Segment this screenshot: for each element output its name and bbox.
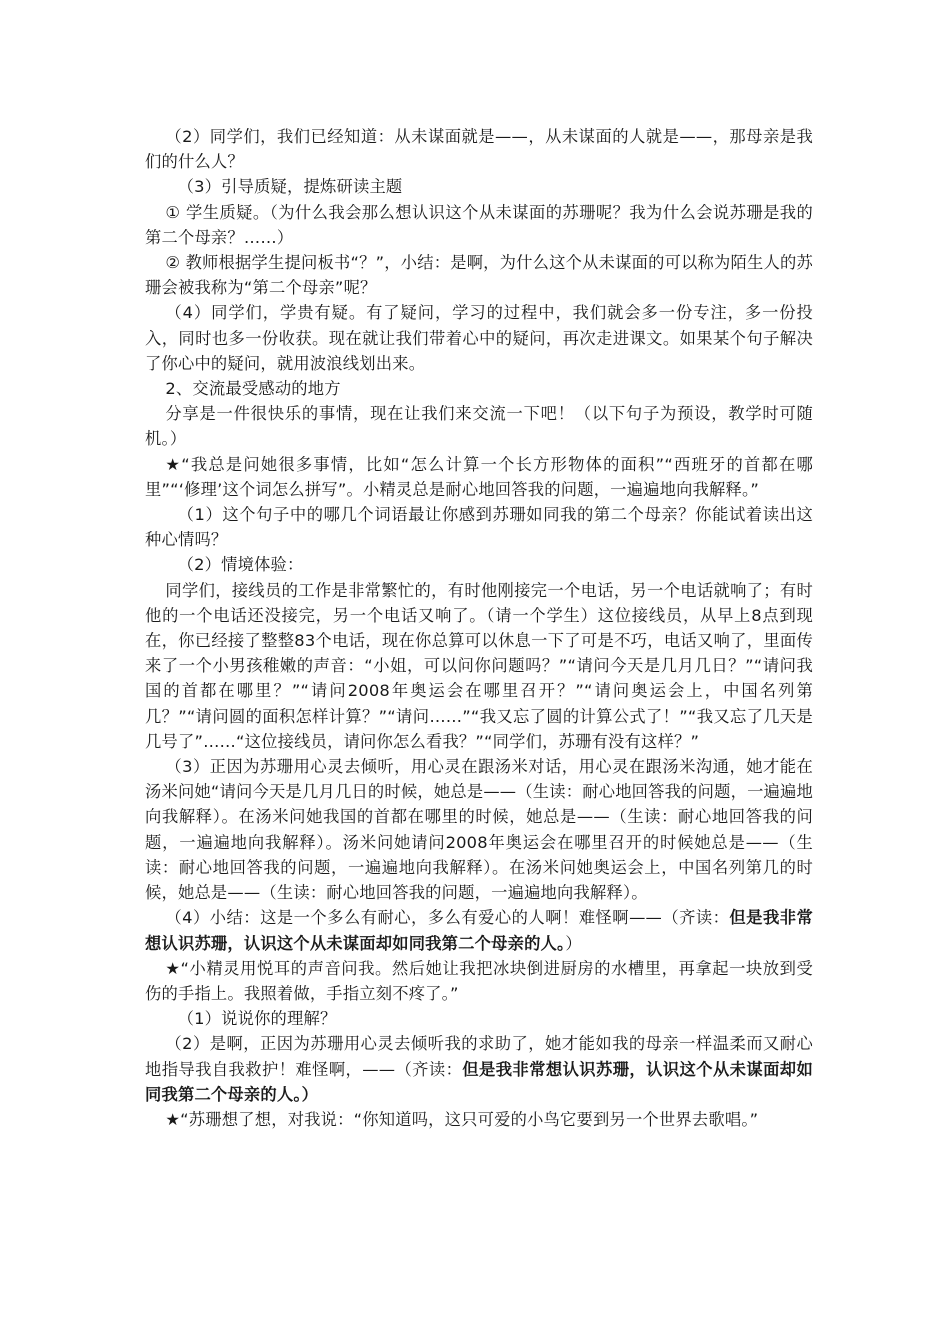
- paragraph-sharing: 分享是一件很快乐的事情，现在让我们来交流一下吧！（以下句子为预设，教学时可随机。）: [145, 404, 813, 449]
- section-heading-2: 2、交流最受感动的地方: [165, 379, 341, 399]
- quote-sentence-3: ★“苏珊想了想，对我说：“你知道吗，这只可爱的小鸟它要到另一个世界去歌唱。”: [165, 1109, 759, 1129]
- paragraph-sub-4: （4）小结：这是一个多么有耐心，多么有爱心的人啊！难怪啊——（齐读：但是我非常想认识苏珊，认识这个从未谋面却如同我第二个母亲的人。）: [145, 908, 813, 953]
- quote-sentence-1: ★“我总是问她很多事情，比如“怎么计算一个长方形物体的面积”“西班牙的首都在哪里”“‘修理’这个词怎么拼写”。小精灵总是耐心地回答我的问题，一遍遍地向我解释。”: [145, 454, 813, 499]
- quote-sentence-2: ★“小精灵用悦耳的声音问我。然后她让我把冰块倒进厨房的水槽里，再拿起一块放到受伤的手指上。我照着做，手指立刻不疼了。”: [145, 958, 813, 1003]
- paragraph-step-3: （3）引导质疑，提炼研读主题: [177, 177, 403, 197]
- document-body: [145, 124, 813, 1132]
- paragraph-sub-2: （2）情境体验：: [177, 555, 304, 575]
- emphasis-text: 但是我非常想认识苏珊，认识这个从未谋面却如同我第二个母亲的人。: [145, 908, 813, 953]
- paragraph-sub-1: （1）这个句子中的哪几个词语最让你感到苏珊如同我的第二个母亲？你能试着读出这种心情吗？: [145, 505, 813, 550]
- paragraph-question-4: （4）同学们，学贵有疑。有了疑问，学习的过程中，我们就会多一份专注，多一份投入，同时也多一份收获。现在就让我们带着心中的疑问，再次走进课文。如果某个句子解决了你心中的疑问，就用波浪线划出来。: [145, 303, 813, 373]
- paragraph-question-2: （2）同学们，我们已经知道：从未谋面就是——，从未谋面的人就是——，那母亲是我们的什么人？: [145, 127, 813, 172]
- paragraph-student-questions: ① 学生质疑。（为什么我会那么想认识这个从未谋面的苏珊呢？我为什么会说苏珊是我的第二个母亲？……）: [145, 202, 813, 247]
- paragraph-teacher-summary: ② 教师根据学生提问板书“？”，小结：是啊，为什么这个从未谋面的可以称为陌生人的苏珊会被我称为“第二个母亲”呢？: [145, 253, 813, 298]
- emphasis-text: 但是我非常想认识苏珊，认识这个从未谋面却如同我第二个母亲的人。）: [145, 1059, 814, 1104]
- paragraph-sub-1b: （1）说说你的理解？: [177, 1009, 337, 1029]
- paragraph-sub-3: （3）正因为苏珊用心灵去倾听，用心灵在跟汤米对话，用心灵在跟汤米沟通，她才能在汤米问她“请问今天是几月几日的时候，她总是——（生读：耐心地回答我的问题，一遍遍地向我解释）。在汤米问她我国的首都在哪里的时候，她总是——（生读：耐心地回答我的问题，一遍遍地向我解释）。汤米问她请问2008年奥运会在哪里召开的时候她总是——（生读：耐心地回答我的问题，一遍遍地向我解释）。在汤米问她奥运会上，中国名列第几的时候，她总是——（生读：耐心地回答我的问题，一遍遍地向我解释）。: [145, 757, 813, 903]
- paragraph-sub-2b: （2）是啊，正因为苏珊用心灵去倾听我的求助了，她才能如我的母亲一样温柔而又耐心地指导我自我救护！难怪啊，——（齐读：但是我非常想认识苏珊，认识这个从未谋面却如同我第二个母亲的人。）: [145, 1034, 814, 1104]
- paragraph-scenario: 同学们，接线员的工作是非常繁忙的，有时他刚接完一个电话，另一个电话就响了；有时他的一个电话还没接完，另一个电话又响了。（请一个学生）这位接线员，从早上8点到现在，你已经接了整整83个电话，现在你总算可以休息一下了可是不巧，电话又响了，里面传来了一个小男孩稚嫩的声音：“小姐，可以问你问题吗？”“请问今天是几月几日？”“请问我国的首都在哪里？”“请问2008年奥运会在哪里召开？”“请问奥运会上，中国名列第几？”“请问圆的面积怎样计算？”“请问……”“我又忘了圆的计算公式了！”“我又忘了几天是几号了”……“这位接线员，请问你怎么看我？”“同学们，苏珊有没有这样？”: [145, 580, 813, 751]
